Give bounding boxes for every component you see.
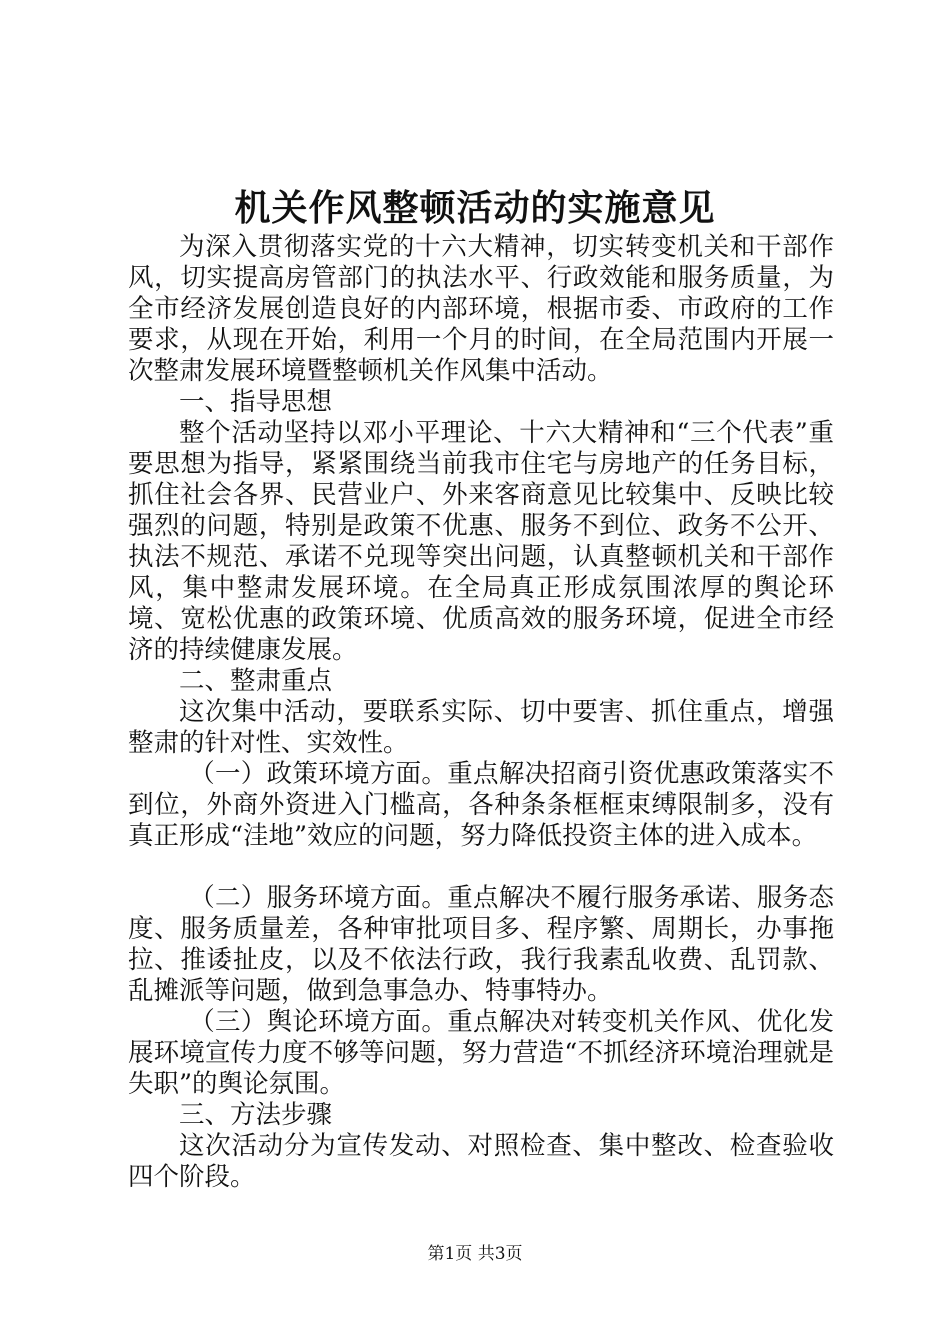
section-heading-methods: 三、方法步骤 [179,1100,333,1130]
page-number-footer: 第1页 共3页 [427,1244,523,1264]
document-body [128,232,834,1193]
service-environment-item: （二）服务环境方面。重点解决不履行服务承诺、服务态度、服务质量差，各种审批项目多、程序繁、周期长，办事拖拉、推诿扯皮，以及不依法行政，我行我素乱收费、乱罚款、乱摊派等问题，做到急事急办、特事特办。 [128,883,834,1006]
intro-paragraph: 为深入贯彻落实党的十六大精神，切实转变机关和干部作风，切实提高房管部门的执法水平、行政效能和服务质量，为全市经济发展创造良好的内部环境，根据市委、市政府的工作要求，从现在开始，利用一个月的时间，在全局范围内开展一次整肃发展环境暨整顿机关作风集中活动。 [128,232,834,386]
document-title: 机关作风整顿活动的实施意见 [234,187,716,229]
section-heading-guiding-thought: 一、指导思想 [179,387,333,417]
public-opinion-item: （三）舆论环境方面。重点解决对转变机关作风、优化发展环境宣传力度不够等问题，努力营造“不抓经济环境治理就是失职”的舆论氛围。 [128,1007,834,1099]
policy-environment-item: （一）政策环境方面。重点解决招商引资优惠政策落实不到位，外商外资进入门槛高，各种条条框框束缚限制多，没有真正形成“洼地”效应的问题，努力降低投资主体的进入成本。 [128,759,834,851]
key-points-paragraph: 这次集中活动，要联系实际、切中要害、抓住重点，增强整肃的针对性、实效性。 [128,697,834,758]
section-heading-key-points: 二、整肃重点 [179,666,333,696]
guiding-thought-paragraph: 整个活动坚持以邓小平理论、十六大精神和“三个代表”重要思想为指导，紧紧围绕当前我市住宅与房地产的任务目标，抓住社会各界、民营业户、外来客商意见比较集中、反映比较强烈的问题，特别是政策不优惠、服务不到位、政务不公开、执法不规范、承诺不兑现等突出问题，认真整顿机关和干部作风，集中整肃发展环境。在全局真正形成氛围浓厚的舆论环境、宽松优惠的政策环境、优质高效的服务环境，促进全市经济的持续健康发展。 [128,418,834,665]
methods-paragraph: 这次活动分为宣传发动、对照检查、集中整改、检查验收四个阶段。 [128,1131,834,1192]
